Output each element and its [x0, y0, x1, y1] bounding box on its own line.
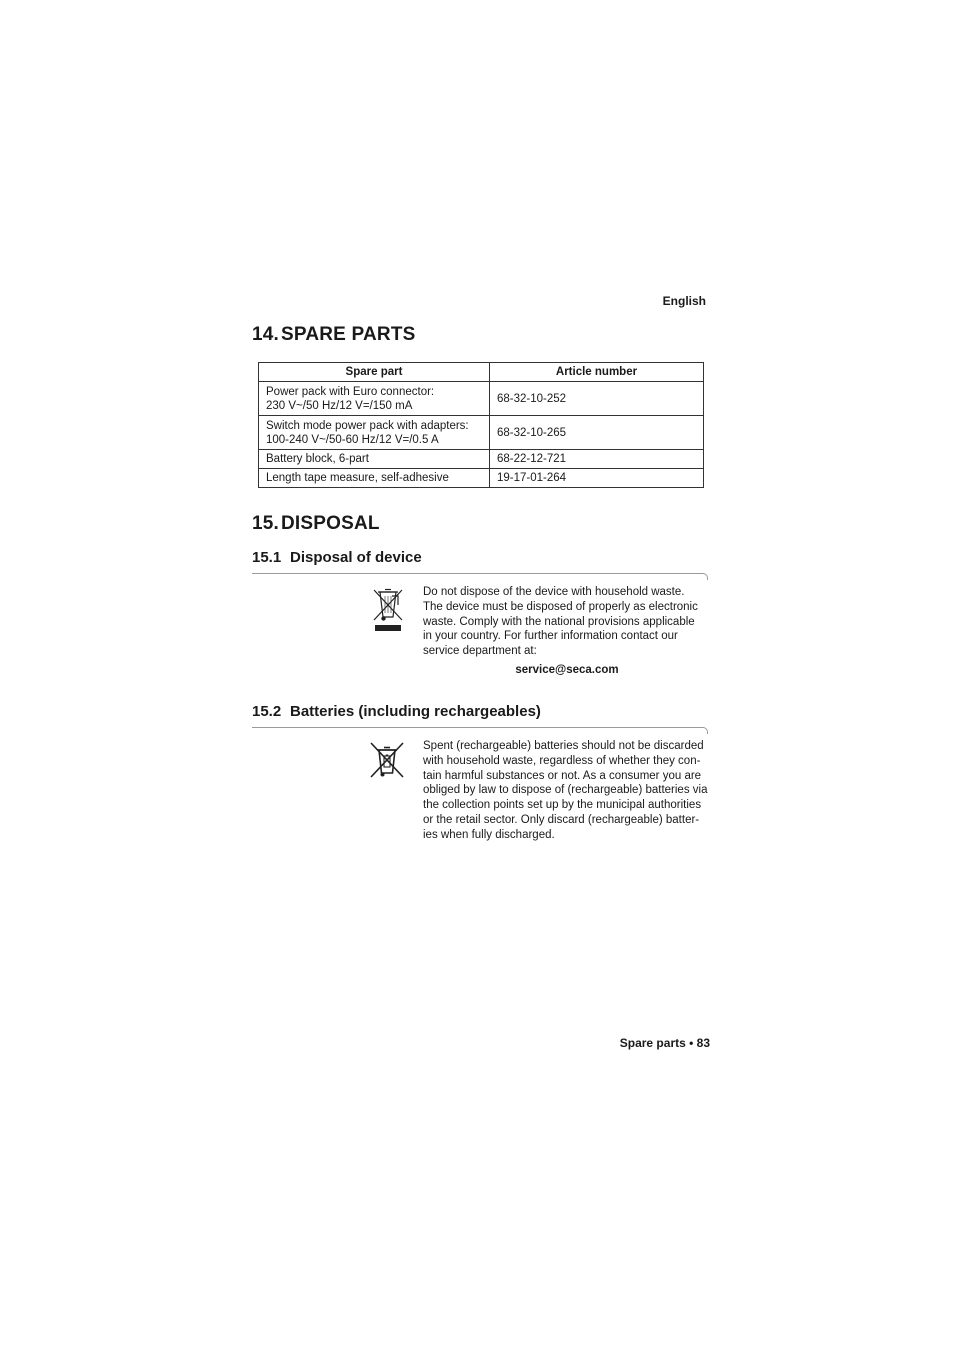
- batteries-disposal-text: [423, 739, 711, 843]
- text-line: or the retail sector. Only discard (rechargeable) batter-: [423, 813, 700, 826]
- section-divider: [252, 727, 704, 728]
- spare-part-cell: [259, 382, 490, 416]
- section-15-title: DISPOSAL: [281, 513, 380, 534]
- spare-part-line: 100-240 V~/50-60 Hz/12 V=/0.5 A: [266, 433, 439, 446]
- subsection-15-1-number: 15.1: [252, 549, 282, 566]
- spare-parts-table: [258, 362, 704, 488]
- table-row: [259, 450, 704, 469]
- crossed-battery-bin-icon: [369, 741, 405, 779]
- text-line: service department at:: [423, 645, 537, 658]
- table-row: [259, 416, 704, 450]
- text-line: waste. Comply with the national provisions applicable: [423, 615, 695, 628]
- table-header-row: [259, 363, 704, 382]
- section-15-heading: [252, 513, 380, 535]
- text-line: Do not dispose of the device with household waste.: [423, 586, 685, 598]
- spare-part-line: Switch mode power pack with adapters:: [266, 419, 469, 432]
- table-row: [259, 382, 704, 416]
- subsection-15-2-heading: [252, 703, 541, 720]
- spare-part-cell: Battery block, 6-part: [259, 450, 490, 469]
- text-line: the collection points set up by the municipal authorities: [423, 799, 702, 812]
- text-line: ies when fully discharged.: [423, 828, 555, 841]
- text-line: with household waste, regardless of whether they con-: [423, 754, 701, 767]
- subsection-15-2-number: 15.2: [252, 703, 282, 720]
- language-label: English: [662, 294, 706, 308]
- article-number-cell: 68-32-10-265: [490, 416, 704, 450]
- text-line: obliged by law to dispose of (rechargeable) batteries via: [423, 784, 708, 797]
- subsection-15-2-title: Batteries (including rechargeables): [290, 703, 541, 720]
- spare-part-cell: [259, 416, 490, 450]
- subsection-15-1-heading: [252, 549, 422, 566]
- article-number-cell: 68-22-12-721: [490, 450, 704, 469]
- text-line: The device must be disposed of properly as electronic: [423, 600, 698, 613]
- article-number-cell: 19-17-01-264: [490, 469, 704, 488]
- section-14-heading: [252, 324, 416, 346]
- section-divider: [252, 573, 704, 574]
- column-header-article-number: Article number: [490, 363, 704, 382]
- spare-part-line: 230 V~/50 Hz/12 V=/150 mA: [266, 399, 413, 412]
- text-line: in your country. For further information contact our: [423, 630, 678, 643]
- disposal-of-device-text: [423, 585, 711, 659]
- column-header-spare-part: Spare part: [259, 363, 490, 382]
- table-row: [259, 469, 704, 488]
- spare-part-line: Power pack with Euro connector:: [266, 385, 435, 398]
- section-14-number: 14.: [252, 324, 280, 345]
- subsection-15-1-title: Disposal of device: [290, 549, 422, 566]
- section-15-number: 15.: [252, 513, 280, 534]
- article-number-cell: 68-32-10-252: [490, 382, 704, 416]
- spare-part-cell: Length tape measure, self-adhesive: [259, 469, 490, 488]
- crossed-wheelie-bin-icon: [371, 587, 405, 632]
- service-email: service@seca.com: [515, 664, 619, 676]
- page-footer: Spare parts • 83: [619, 1036, 710, 1050]
- text-line: tain harmful substances or not. As a consumer you are: [423, 769, 702, 782]
- text-line: Spent (rechargeable) batteries should not be discarded: [423, 740, 704, 752]
- section-14-title: SPARE PARTS: [281, 324, 416, 345]
